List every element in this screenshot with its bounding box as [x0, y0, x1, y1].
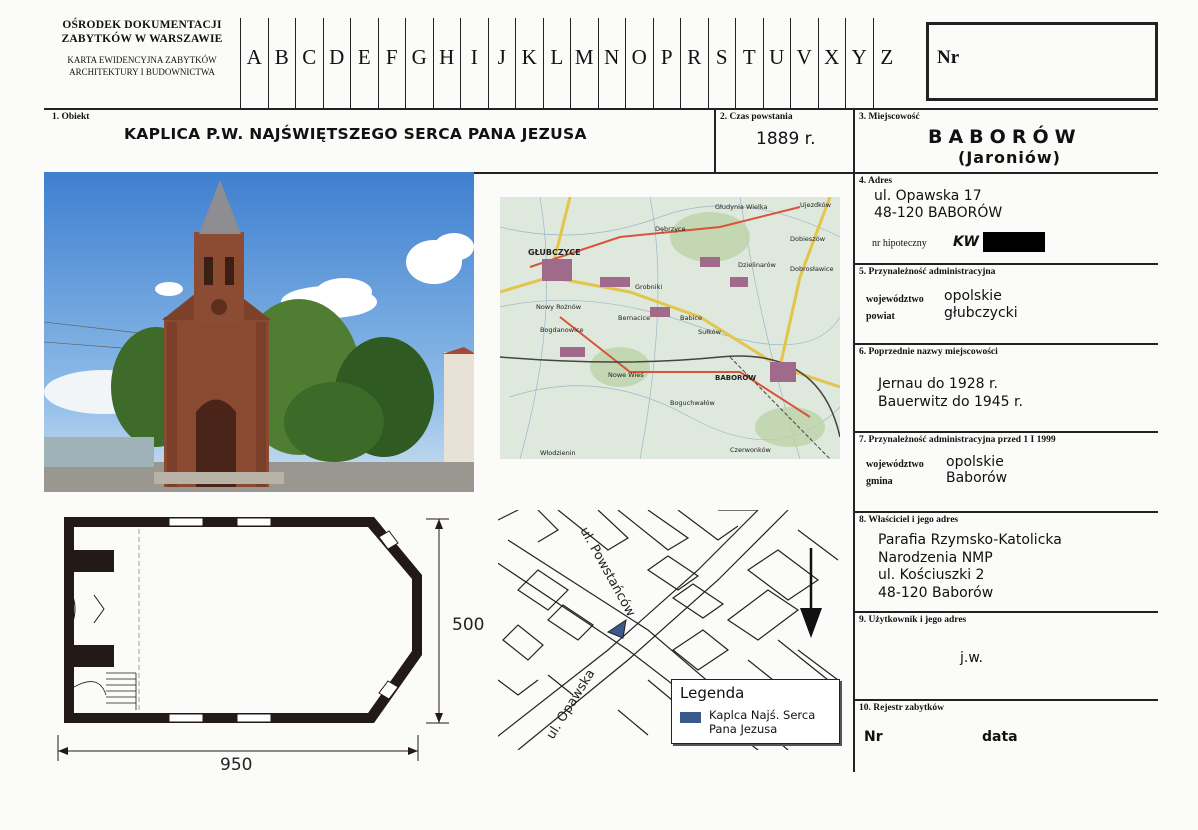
- voivodeship-value: opolskie: [944, 288, 1002, 304]
- map-town-dobroslawice: Dobrosławice: [790, 265, 834, 273]
- former-names-label: 6. Poprzednie nazwy miejscowości: [859, 347, 998, 357]
- plan-height-dimension: 500: [452, 615, 485, 635]
- index-letter: S: [708, 18, 736, 108]
- index-letter: M: [570, 18, 598, 108]
- map-town-dzielinarow: Dzielinarów: [738, 261, 776, 269]
- legend-line1: Kaplca Najś. Serca: [709, 708, 816, 722]
- voivodeship-1999-label: województwo: [866, 459, 924, 470]
- map-town-boguchwalow: Boguchwałów: [670, 399, 715, 407]
- object-label: 1. Obiekt: [52, 112, 90, 122]
- index-letter: R: [680, 18, 708, 108]
- user-label: 9. Użytkownik i jego adres: [859, 615, 967, 625]
- legend-description: [709, 708, 815, 736]
- regional-map: [500, 197, 840, 459]
- map-town-czerwonkow: Czerwonków: [730, 446, 771, 454]
- voivodeship-label: województwo: [866, 294, 924, 305]
- org-name-line2: ZABYTKÓW W WARSZAWIE: [61, 33, 223, 45]
- voivodeship-1999-value: opolskie: [946, 454, 1004, 470]
- index-letter: O: [625, 18, 653, 108]
- admin-label: 5. Przynależność administracyjna: [859, 267, 996, 277]
- former-names-value: [878, 375, 1023, 411]
- index-letter: A: [240, 18, 268, 108]
- divider: [853, 431, 1158, 433]
- divider: [853, 343, 1158, 345]
- index-letter: F: [378, 18, 406, 108]
- map-town-nowa-wies: Nowe Wieś: [608, 371, 644, 379]
- former-name-2: Bauerwitz do 1945 r.: [878, 394, 1023, 410]
- map-town-dobieszow: Dobieszów: [790, 235, 826, 243]
- map-town-bernacice: Bernacice: [618, 314, 651, 322]
- map-town-nowy-roznow: Nowy Rożnów: [536, 303, 582, 311]
- map-town-glubczyce: GŁUBCZYCE: [528, 248, 581, 257]
- owner-line2: Narodzenia NMP: [878, 549, 993, 566]
- street-label-powstancow: ul. Powstańców: [576, 524, 639, 620]
- former-name-1: Jernau do 1928 r.: [878, 376, 998, 392]
- commune-value: Baborów: [946, 470, 1008, 486]
- index-letter: D: [323, 18, 351, 108]
- mortgage-label: nr hipoteczny: [872, 238, 927, 249]
- locality-value: BABORÓW: [928, 126, 1082, 148]
- map-town-grobniki: Grobniki: [635, 283, 663, 291]
- divider: [853, 511, 1158, 513]
- plan-width-dimension: 950: [220, 755, 253, 775]
- date-label: 2. Czas powstania: [720, 112, 793, 122]
- card-type-line2: ARCHITEKTURY I BUDOWNICTWA: [69, 67, 215, 77]
- index-letter: T: [735, 18, 763, 108]
- index-letter: C: [295, 18, 323, 108]
- map-town-gludynia: Głudynia Wielka: [715, 203, 768, 211]
- index-letter: I: [460, 18, 488, 108]
- address-line1: ul. Opawska 17: [874, 188, 982, 204]
- map-town-sulkow: Sułków: [698, 328, 721, 336]
- index-letters: [240, 18, 900, 108]
- divider: [44, 108, 1158, 110]
- number-box: [926, 22, 1158, 101]
- county-label: powiat: [866, 311, 895, 322]
- map-town-babice: Babice: [680, 314, 702, 322]
- legend-swatch: [680, 712, 701, 723]
- organization-block: [44, 18, 240, 78]
- index-letter: L: [543, 18, 571, 108]
- org-name-line1: OŚRODEK DOKUMENTACJI: [62, 19, 222, 31]
- locality-label: 3. Miejscowość: [859, 112, 920, 122]
- legend-title: Legenda: [680, 684, 745, 702]
- user-value: j.w.: [960, 650, 983, 666]
- index-letter: H: [433, 18, 461, 108]
- index-letter: P: [653, 18, 681, 108]
- index-letter: Z: [873, 18, 901, 108]
- divider: [853, 108, 855, 772]
- map-town-bogdanowice: Bogdanowice: [540, 326, 584, 334]
- map-town-wlodzienin: Włodzienin: [540, 449, 576, 457]
- mortgage-prefix: KW: [953, 234, 979, 250]
- commune-label: gmina: [866, 476, 893, 487]
- divider: [853, 263, 1158, 265]
- floor-plan: [44, 505, 494, 780]
- index-letter: G: [405, 18, 433, 108]
- index-letter: U: [763, 18, 791, 108]
- address-label: 4. Adres: [859, 176, 893, 186]
- card-type-line1: KARTA EWIDENCYJNA ZABYTKÓW: [67, 55, 217, 65]
- date-value: 1889 r.: [756, 129, 816, 149]
- register-date-label: data: [982, 729, 1018, 745]
- address-line2: 48-120 BABORÓW: [874, 205, 1003, 221]
- map-town-baborow: BABORÓW: [715, 374, 757, 382]
- divider: [714, 108, 716, 172]
- object-name: KAPLICA P.W. NAJŚWIĘTSZEGO SERCA PANA JEZUSA: [124, 125, 587, 143]
- owner-line1: Parafia Rzymsko-Katolicka: [878, 532, 1062, 548]
- street-label-opawska: ul. Opawska: [543, 666, 599, 743]
- number-label: Nr: [937, 47, 960, 68]
- owner-label: 8. Właściciel i jego adres: [859, 515, 959, 525]
- address-value: [874, 188, 1002, 222]
- index-letter: K: [515, 18, 543, 108]
- admin-1999-label: 7. Przynależność administracyjna przed 1 I 1999: [859, 435, 1056, 445]
- chapel-photo: [44, 172, 474, 492]
- index-letter: J: [488, 18, 516, 108]
- map-town-ujezdkow: Ujezdków: [800, 201, 831, 209]
- index-letter: X: [818, 18, 846, 108]
- map-town-debrzyce: Dębrzyce: [655, 225, 686, 233]
- redaction-bar: [983, 232, 1045, 252]
- divider: [853, 611, 1158, 613]
- county-value: głubczycki: [944, 305, 1018, 321]
- locality-sub: (Jaroniów): [958, 148, 1061, 167]
- owner-value: [878, 532, 1062, 602]
- register-label: 10. Rejestr zabytków: [859, 703, 945, 713]
- register-number-label: Nr: [864, 729, 883, 745]
- index-letter: E: [350, 18, 378, 108]
- index-letter: Y: [845, 18, 873, 108]
- index-letter: B: [268, 18, 296, 108]
- index-letter: N: [598, 18, 626, 108]
- index-letter: V: [790, 18, 818, 108]
- owner-line3: ul. Kościuszki 2: [878, 567, 985, 583]
- owner-line4: 48-120 Baborów: [878, 584, 994, 601]
- legend-line2: Pana Jezusa: [709, 722, 778, 736]
- divider: [853, 699, 1158, 701]
- map-legend: [671, 679, 840, 744]
